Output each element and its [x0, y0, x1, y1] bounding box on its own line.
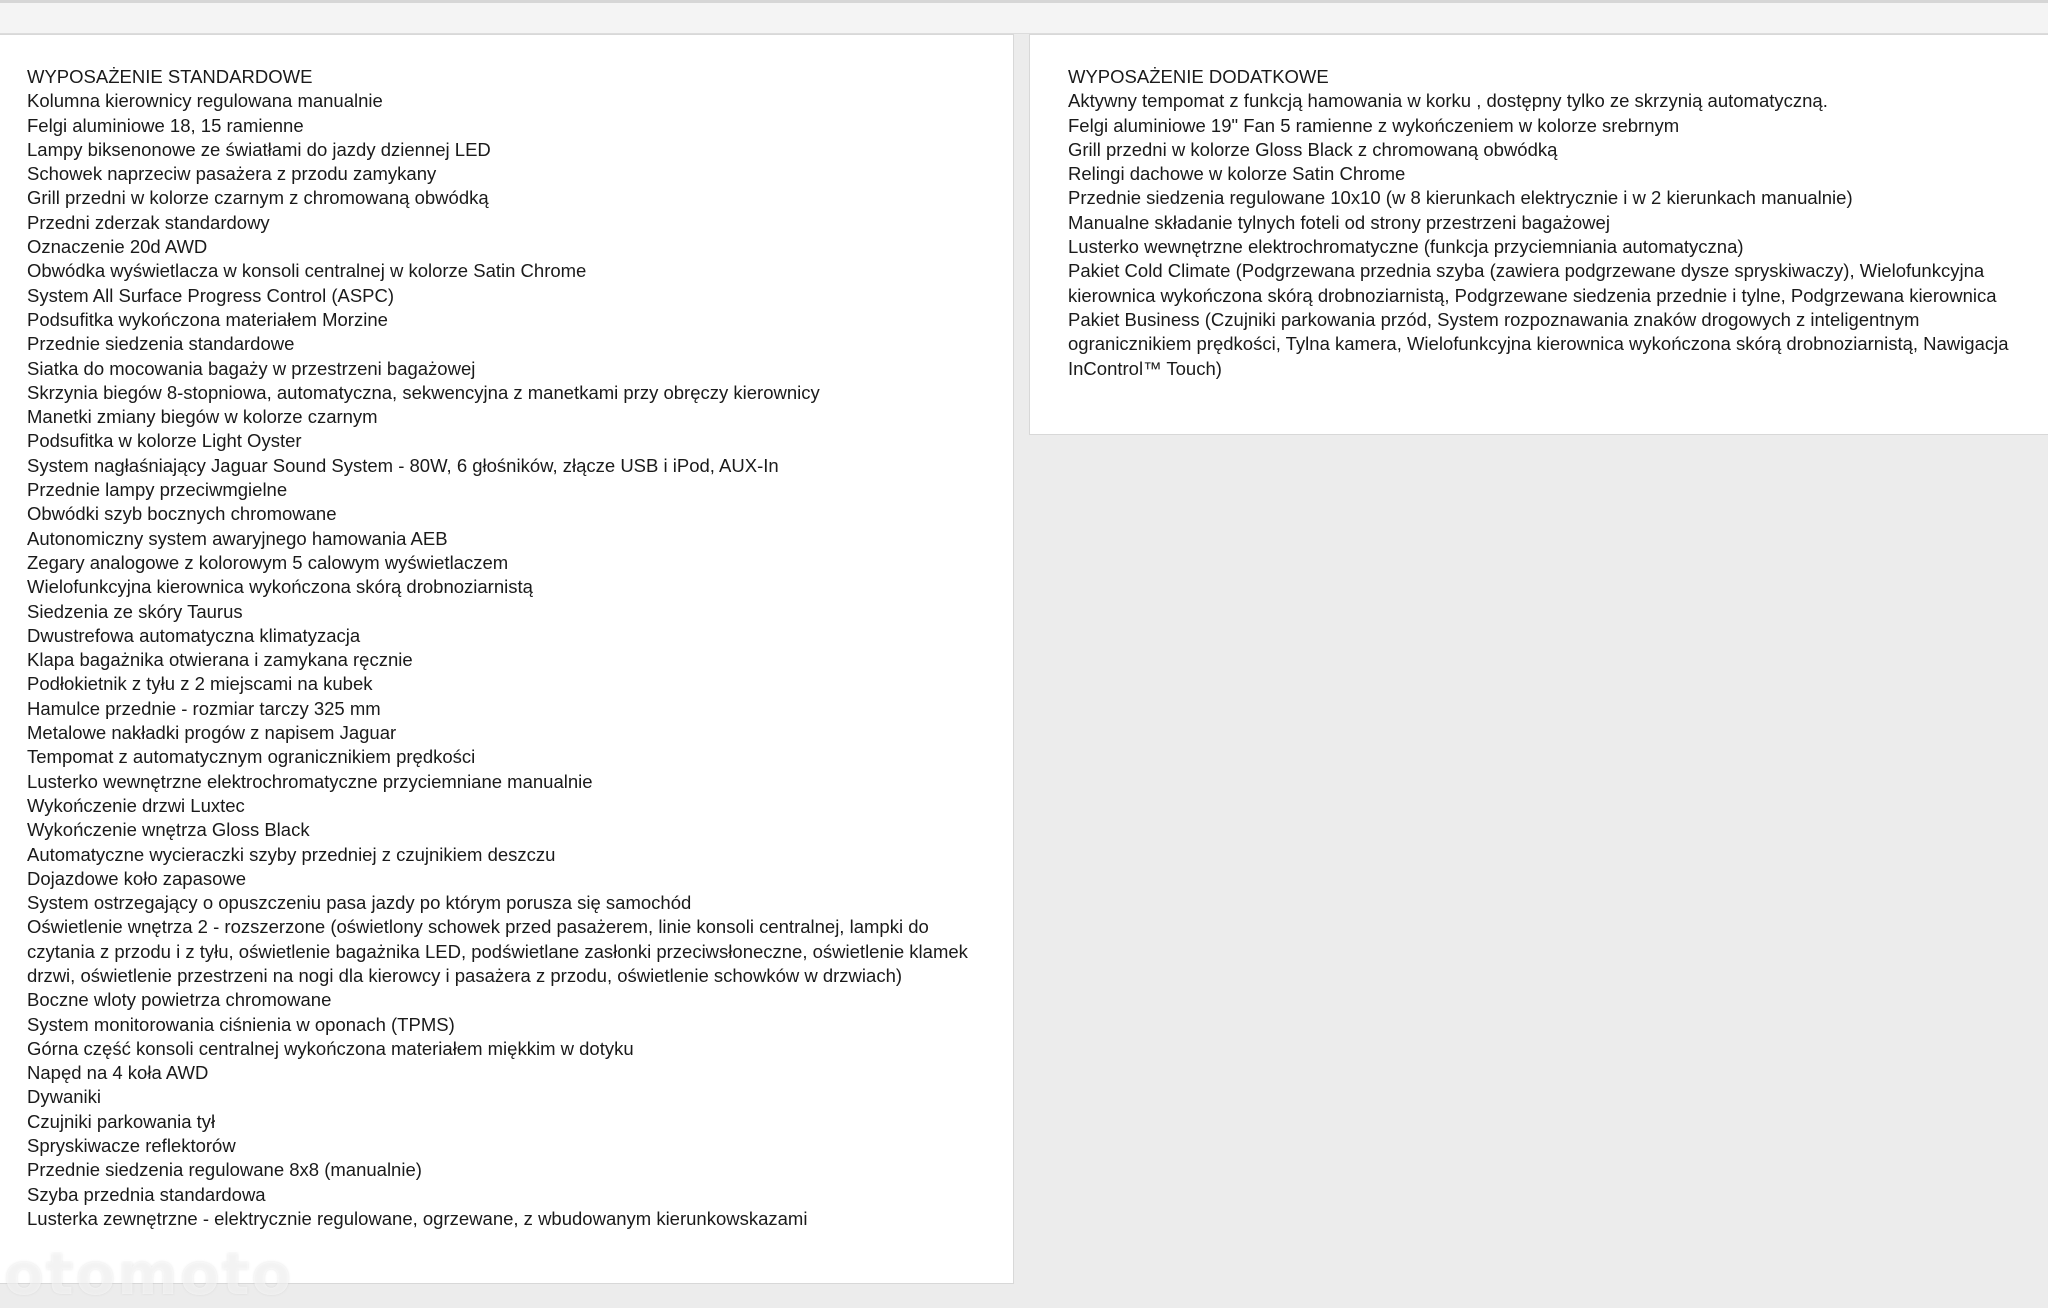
equipment-item: Lusterko wewnętrzne elektrochromatyczne (funkcja przyciemniania automatyczna): [1068, 236, 1744, 258]
equipment-item: Siedzenia ze skóry Taurus: [27, 600, 243, 622]
equipment-item: Zegary analogowe z kolorowym 5 calowym wyświetlaczem: [27, 551, 509, 573]
equipment-item: Przedni zderzak standardowy: [27, 211, 270, 233]
equipment-item: Czujniki parkowania tył: [27, 1110, 216, 1132]
equipment-item: Tempomat z automatycznym ogranicznikiem prędkości: [27, 746, 476, 768]
equipment-item: Automatyczne wycieraczki szyby przedniej z czujnikiem deszczu: [27, 843, 556, 865]
equipment-item: Podsufitka w kolorze Light Oyster: [27, 430, 302, 452]
equipment-item: Przednie siedzenia regulowane 8x8 (manualnie): [27, 1159, 422, 1181]
equipment-item: Oznaczenie 20d AWD: [27, 236, 208, 258]
equipment-item: Autonomiczny system awaryjnego hamowania AEB: [27, 527, 448, 549]
watermark-logo: otomoto: [4, 1240, 294, 1308]
equipment-item: Obwódka wyświetlacza w konsoli centralnej w kolorze Satin Chrome: [27, 260, 587, 282]
optional-equipment-panel: [1029, 34, 2048, 435]
equipment-item: Przednie siedzenia standardowe: [27, 333, 295, 355]
equipment-item: Kolumna kierownicy regulowana manualnie: [27, 90, 383, 112]
equipment-item: Grill przedni w kolorze czarnym z chromowaną obwódką: [27, 187, 489, 209]
equipment-item: System ostrzegający o opuszczeniu pasa jazdy po którym porusza się samochód: [27, 892, 692, 914]
equipment-item: Grill przedni w kolorze Gloss Black z chromowaną obwódką: [1068, 138, 1558, 160]
equipment-item: Napęd na 4 koła AWD: [27, 1062, 209, 1084]
optional-equipment-list: [1068, 89, 2048, 381]
equipment-item: Lusterko wewnętrzne elektrochromatyczne przyciemniane manualnie: [27, 770, 593, 792]
equipment-item: Spryskiwacze reflektorów: [27, 1135, 236, 1157]
equipment-item: System nagłaśniający Jaguar Sound System - 80W, 6 głośników, złącze USB i iPod, AUX-In: [27, 454, 779, 476]
equipment-item: Przednie siedzenia regulowane 10x10 (w 8 kierunkach elektrycznie i w 2 kierunkach manualnie): [1068, 187, 1853, 209]
equipment-item: Boczne wloty powietrza chromowane: [27, 989, 332, 1011]
equipment-item: Dywaniki: [27, 1086, 102, 1108]
optional-equipment-title: WYPOSAŻENIE DODATKOWE: [1068, 66, 1329, 87]
equipment-item: Manetki zmiany biegów w kolorze czarnym: [27, 406, 378, 428]
equipment-item: Podłokietnik z tyłu z 2 miejscami na kubek: [27, 673, 373, 695]
equipment-item: Manualne składanie tylnych foteli od strony przestrzeni bagażowej: [1068, 211, 1610, 233]
equipment-item: Wykończenie drzwi Luxtec: [27, 794, 245, 816]
equipment-item: Felgi aluminiowe 18, 15 ramienne: [27, 114, 304, 136]
equipment-item: Górna część konsoli centralnej wykończona materiałem miękkim w dotyku: [27, 1037, 634, 1059]
equipment-item: Metalowe nakładki progów z napisem Jaguar: [27, 722, 397, 744]
equipment-item: System monitorowania ciśnienia w oponach (TPMS): [27, 1013, 455, 1035]
equipment-item: Felgi aluminiowe 19" Fan 5 ramienne z wykończeniem w kolorze srebrnym: [1068, 114, 1680, 136]
equipment-item: Lampy biksenonowe ze światłami do jazdy dziennej LED: [27, 138, 491, 160]
top-strip: [0, 3, 2048, 34]
equipment-item: Hamulce przednie - rozmiar tarczy 325 mm: [27, 697, 381, 719]
standard-equipment-panel: [0, 34, 1014, 1284]
equipment-item: Szyba przednia standardowa: [27, 1183, 266, 1205]
equipment-item: Pakiet Business (Czujniki parkowania przód, System rozpoznawania znaków drogowych z inteligentnym ogranicznikiem prędkości, Tylna kamera, Wielofunkcyjna kierownica wykończona skórą drobnoziarnistą, Nawigacja InControl™ Touch): [1068, 308, 2009, 379]
equipment-item: Pakiet Cold Climate (Podgrzewana przednia szyba (zawiera podgrzewane dysze spryskiwaczy), Wielofunkcyjna kierownica wykończona skórą drobnoziarnistą, Podgrzewane siedzenia przednie i tylne, Podgrzewana kierownica: [1068, 260, 1997, 306]
equipment-item: Obwódki szyb bocznych chromowane: [27, 503, 337, 525]
equipment-item: Dojazdowe koło zapasowe: [27, 867, 247, 889]
equipment-item: Klapa bagażnika otwierana i zamykana ręcznie: [27, 649, 413, 671]
equipment-item: Wielofunkcyjna kierownica wykończona skórą drobnoziarnistą: [27, 576, 533, 598]
equipment-item: Skrzynia biegów 8-stopniowa, automatyczna, sekwencyjna z manetkami przy obręczy kierownicy: [27, 381, 820, 403]
equipment-item: Schowek naprzeciw pasażera z przodu zamykany: [27, 163, 437, 185]
equipment-item: Lusterka zewnętrzne - elektrycznie regulowane, ogrzewane, z wbudowanym kierunkowskazami: [27, 1207, 808, 1229]
standard-equipment-list: [27, 89, 1013, 1231]
equipment-item: Aktywny tempomat z funkcją hamowania w korku , dostępny tylko ze skrzynią automatyczną.: [1068, 90, 1828, 112]
equipment-item: Oświetlenie wnętrza 2 - rozszerzone (oświetlony schowek przed pasażerem, linie konsoli centralnej, lampki do czytania z przodu i z tyłu, oświetlenie bagażnika LED, podświetlane zasłonki przeciwsłoneczne, oświetlenie klamek drzwi, oświetlenie przestrzeni na nogi dla kierowcy i pasażera z przodu, oświetlenie schowków w drzwiach): [27, 916, 968, 986]
equipment-item: Siatka do mocowania bagaży w przestrzeni bagażowej: [27, 357, 476, 379]
equipment-item: System All Surface Progress Control (ASPC): [27, 284, 395, 306]
equipment-item: Dwustrefowa automatyczna klimatyzacja: [27, 624, 361, 646]
standard-equipment-title: WYPOSAŻENIE STANDARDOWE: [27, 66, 313, 87]
equipment-item: Przednie lampy przeciwmgielne: [27, 479, 288, 501]
equipment-item: Relingi dachowe w kolorze Satin Chrome: [1068, 163, 1406, 185]
equipment-item: Podsufitka wykończona materiałem Morzine: [27, 308, 388, 330]
equipment-item: Wykończenie wnętrza Gloss Black: [27, 819, 310, 841]
